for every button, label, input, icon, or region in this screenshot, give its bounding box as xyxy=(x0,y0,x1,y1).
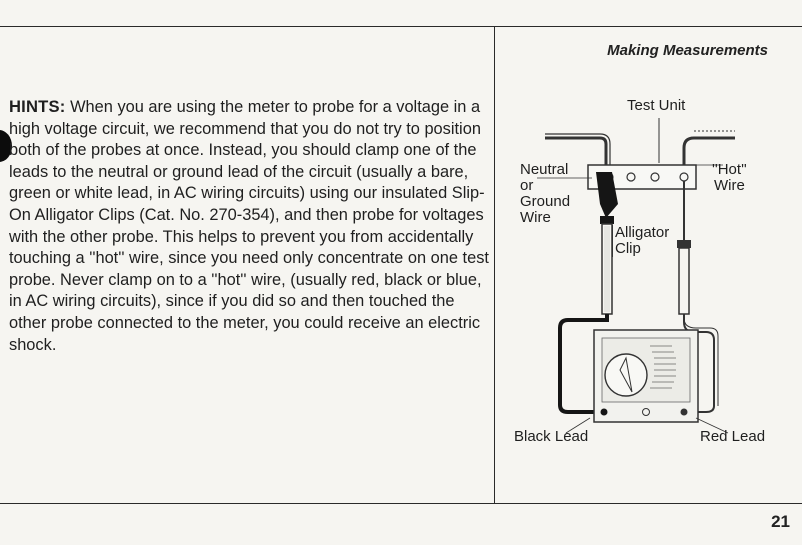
section-title: Making Measurements xyxy=(607,42,768,59)
hot-wire-label xyxy=(712,162,747,194)
red-lead-label: Red Lead xyxy=(700,428,766,445)
hot-label-line1: ''Hot'' xyxy=(712,161,747,178)
hints-body: When you are using the meter to probe for a voltage in a high voltage circuit, we recommend that you do not try to position both of the probes at once. Instead, you should clamp one of the leads to the neutral or ground lead of the circuit (usually a bare, green or white lead, in AC wiring circuits) using our insulated Slip-On Alligator Clips (Cat. No. 270-354), and then probe for voltages with the other probe. This helps to prevent you from accidentally touching a ''hot'' wire, since you need only concentrate on one test probe. Never clamp on to a ''hot'' wire, (usually red, black or blue, in AC wiring circuits), since if you did so and then touched the other probe connected to the meter, you could receive an electric shock. xyxy=(9,98,489,354)
neutral-label-line1: Neutral xyxy=(520,161,569,178)
neutral-label xyxy=(520,162,570,226)
red-probe-body xyxy=(679,248,689,314)
black-probe-grip xyxy=(604,226,610,312)
test-unit-label: Test Unit xyxy=(627,97,686,114)
page-number: 21 xyxy=(771,512,790,531)
v-ohm-jack-icon xyxy=(681,409,688,416)
hints-lead: HINTS: xyxy=(9,97,66,116)
com-jack-icon xyxy=(601,409,608,416)
alligator-label-line2: Clip xyxy=(615,240,641,257)
black-probe-collar xyxy=(600,216,614,224)
neutral-label-line2: or xyxy=(520,177,534,194)
neutral-label-line4: Wire xyxy=(520,209,551,226)
alligator-clip-label xyxy=(612,225,669,257)
hot-label-line2: Wire xyxy=(713,177,745,194)
neutral-label-line3: Ground xyxy=(520,193,571,210)
red-probe-collar xyxy=(677,240,691,248)
alligator-label-line1: Alligator xyxy=(615,224,670,241)
black-lead-label: Black Lead xyxy=(514,428,589,445)
